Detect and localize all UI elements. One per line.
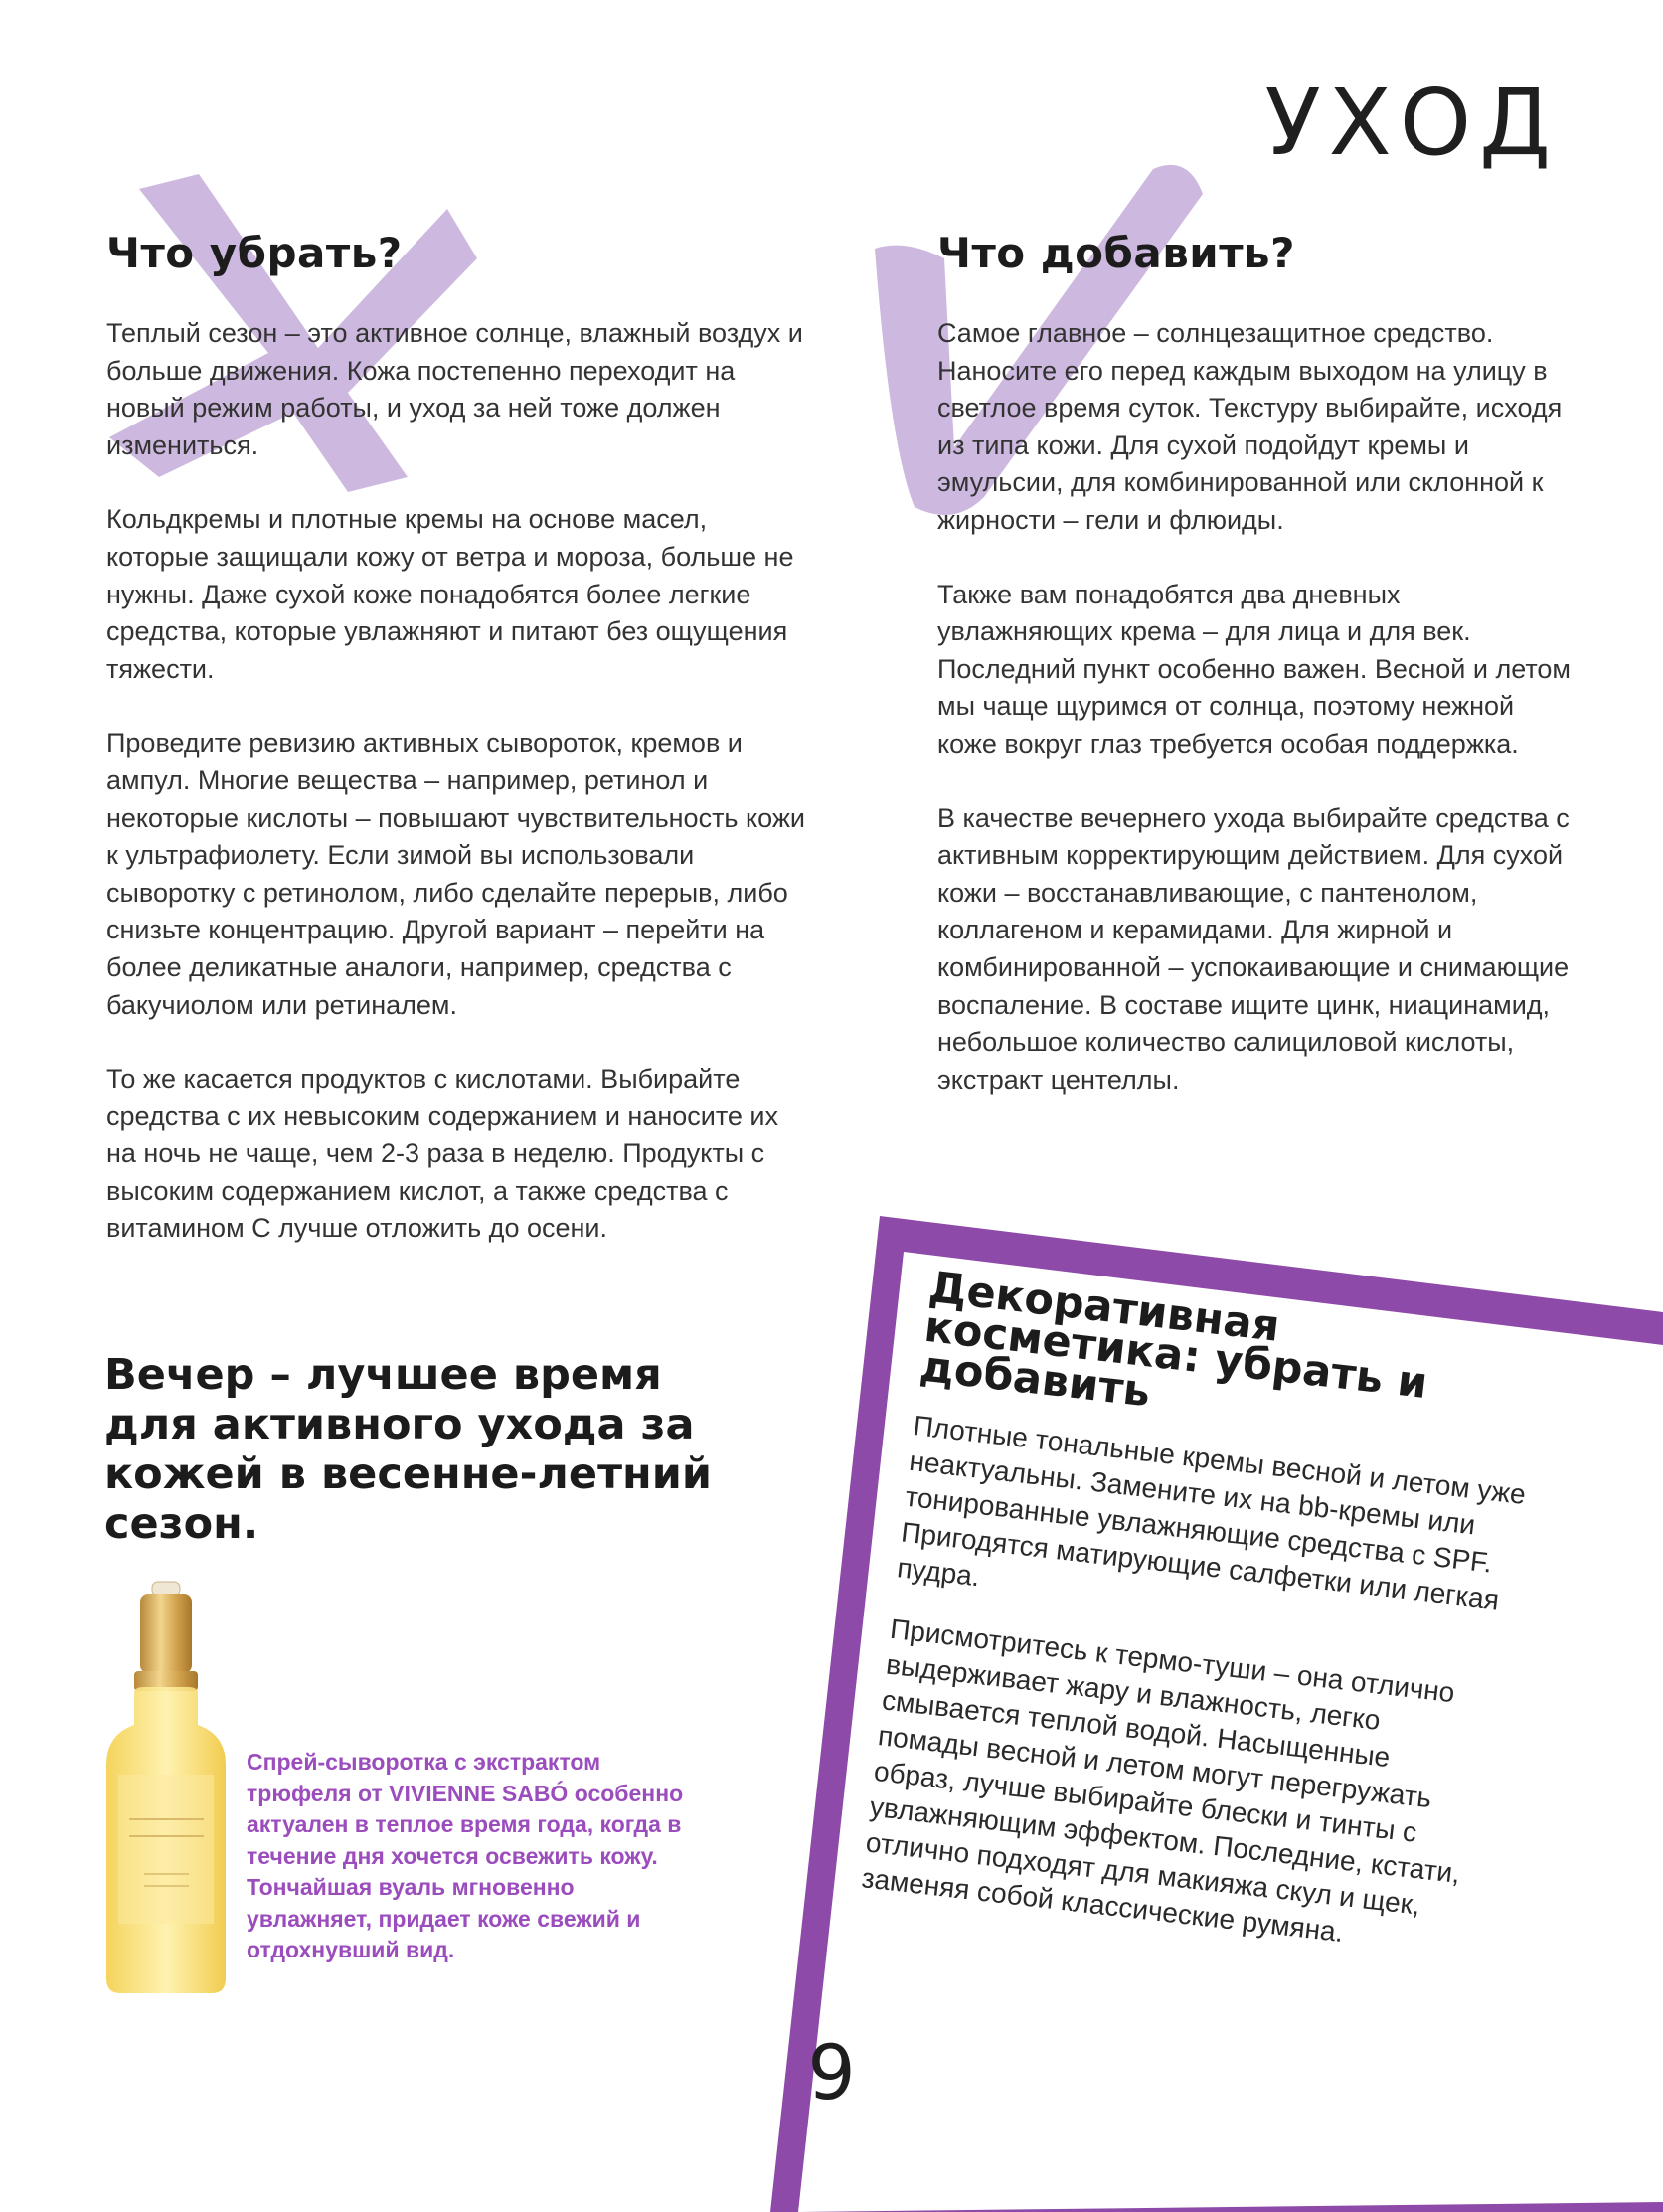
pull-quote: Вечер – лучшее время для активного ухода за кожей в весенне-летний сезон. [104, 1350, 712, 1549]
page-number: 9 [807, 2028, 856, 2117]
left-paragraph: Проведите ревизию активных сывороток, кремов и ампул. Многие вещества – например, ретинол и некоторые кислоты – повышают чувствительность кожи к ультрафиолету. Если зимой вы использовали сыворотку с ретинолом, либо сделайте перерыв, либо снизьте концентрацию. Другой вариант – перейти на более деликатные аналоги, например, средства с бакучиолом или ретиналем. [106, 728, 805, 1020]
right-paragraph: В качестве вечернего ухода выбирайте средства с активным корректирующим действием. Для сухой кожи – восстанавливающие, с пантенолом, коллагеном и керамидами. Для жирной и комбинированной – успокаивающие и снимающие воспаление. В составе ищите цинк, ниацинамид, небольшое количество салициловой кислоты, экстракт центеллы. [937, 802, 1570, 1095]
left-column [106, 229, 812, 1284]
right-heading: Что добавить? [937, 229, 1295, 277]
card-paragraph: Присмотритесь к термо-туши – она отлично выдерживает жару и влажность, легко смывается теплой водой. Насыщенные помады весной и летом могут перегружать образ, лучше выбирайте блески и тинты с увлажняющим эффектом. Последние, кстати, отлично подходят для макияжа скул и щек, заменяя собой классические румяна. [860, 1613, 1462, 1949]
card-title: Декоративная косметика: убрать и добавить [916, 1263, 1430, 1418]
card-paragraph: Плотные тональные кремы весной и летом уже неактуальны. Замените их на bb-кремы или тонированные увлажняющие средства с SPF. Пригодятся матирующие салфетки или легкая пудра. [895, 1410, 1528, 1616]
right-column [937, 229, 1574, 1135]
section-title: УХОД [1264, 70, 1559, 176]
spray-bottle-image [104, 1576, 229, 1998]
product-caption: Спрей-сыворотка с экстрактом трюфеля от VIVIENNE SABÓ особенно актуален в теплое время года, когда в течение дня хочется освежить кожу. Тончайшая вуаль мгновенно увлажняет, придает коже свежий и отдохнувший вид. [247, 1749, 684, 1962]
left-paragraph: Кольдкремы и плотные кремы на основе масел, которые защищали кожу от ветра и мороза, больше не нужны. Даже сухой коже понадобятся более легкие средства, которые увлажняют и питают без ощущения тяжести. [106, 504, 794, 684]
left-heading: Что убрать? [106, 229, 403, 277]
right-paragraph: Самое главное – солнцезащитное средство. Наносите его перед каждым выходом на улицу в светлое время суток. Текстуру выбирайте, исходя из типа кожи. Для сухой подойдут кремы и эмульсии, для комбинированной или склонной к жирности – гели и флюиды. [937, 318, 1563, 535]
left-paragraph: Теплый сезон – это активное солнце, влажный воздух и больше движения. Кожа постепенно переходит на новый режим работы, и уход за ней тоже должен измениться. [106, 318, 803, 460]
right-paragraph: Также вам понадобятся два дневных увлажняющих крема – для лица и для век. Последний пункт особенно важен. Весной и летом мы чаще щуримся от солнца, поэтому нежной коже вокруг глаз требуется особая поддержка. [937, 579, 1571, 759]
left-paragraph: То же касается продуктов с кислотами. Выбирайте средства с их невысоким содержанием и наносите их на ночь не чаще, чем 2-3 раза в неделю. Продукты с высоким содержанием кислот, а также средства с витамином С лучше отложить до осени. [106, 1064, 779, 1244]
card-content [857, 1263, 1544, 1991]
